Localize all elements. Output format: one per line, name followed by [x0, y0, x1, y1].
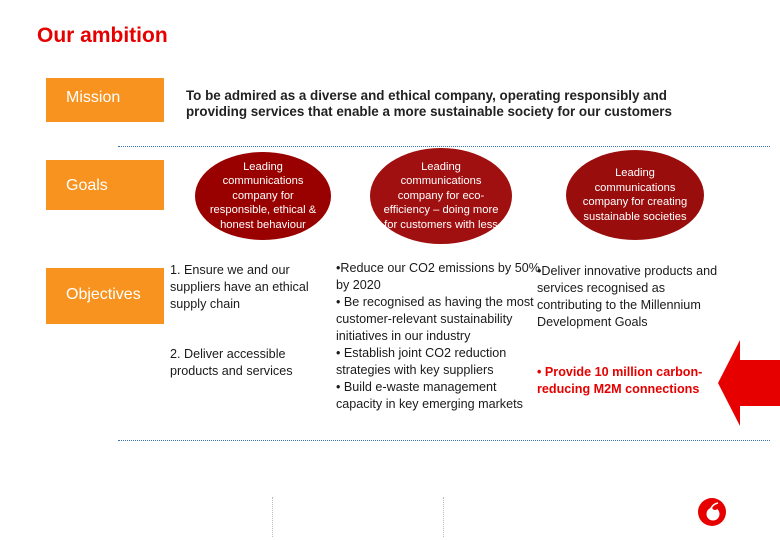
mission-label: Mission [46, 78, 164, 122]
footer-divider [443, 497, 444, 537]
goals-label: Goals [46, 160, 164, 210]
objectives-label-text: Objectives [66, 286, 141, 303]
list-item: • Be recognised as having the most customer-relevant sustainability initiatives in our industry [336, 295, 534, 343]
goal-responsible-behaviour [195, 152, 331, 240]
list-item: • Build e-waste management capacity in key emerging markets [336, 380, 523, 411]
page-title: Our ambition [37, 24, 168, 47]
footer-divider [272, 497, 273, 537]
goal-text: Leading communications company for creating sustainable societies [582, 167, 688, 223]
divider-objectives [118, 440, 770, 441]
objective-accessible-products: 2. Deliver accessible products and services [170, 347, 293, 378]
goal-text: Leading communications company for responsible, ethical & honest behaviour [209, 160, 317, 231]
objective-innovative-products: •Deliver innovative products and services recognised as contributing to the Millennium Development Goals [537, 264, 718, 329]
divider-mission [118, 146, 770, 147]
goal-text: Leading communications company for eco-efficiency – doing more for customers with less [383, 160, 499, 231]
goal-sustainable-societies [566, 150, 704, 240]
objectives-eco-efficiency-list [336, 260, 542, 413]
left-arrow-icon [718, 340, 780, 426]
list-item: •Reduce our CO2 emissions by 50% by 2020 [336, 261, 540, 292]
objectives-label [46, 268, 164, 324]
vodafone-logo [697, 497, 727, 527]
objective-ethical-supply-chain: 1. Ensure we and our suppliers have an ethical supply chain [170, 263, 309, 311]
objective-m2m-connections: • Provide 10 million carbon-reducing M2M connections [537, 365, 703, 396]
list-item: • Establish joint CO2 reduction strategies with key suppliers [336, 346, 507, 377]
goal-eco-efficiency [370, 148, 512, 244]
mission-statement: To be admired as a diverse and ethical company, operating responsibly and providing services that enable a more sustainable society for our customers [186, 88, 672, 119]
